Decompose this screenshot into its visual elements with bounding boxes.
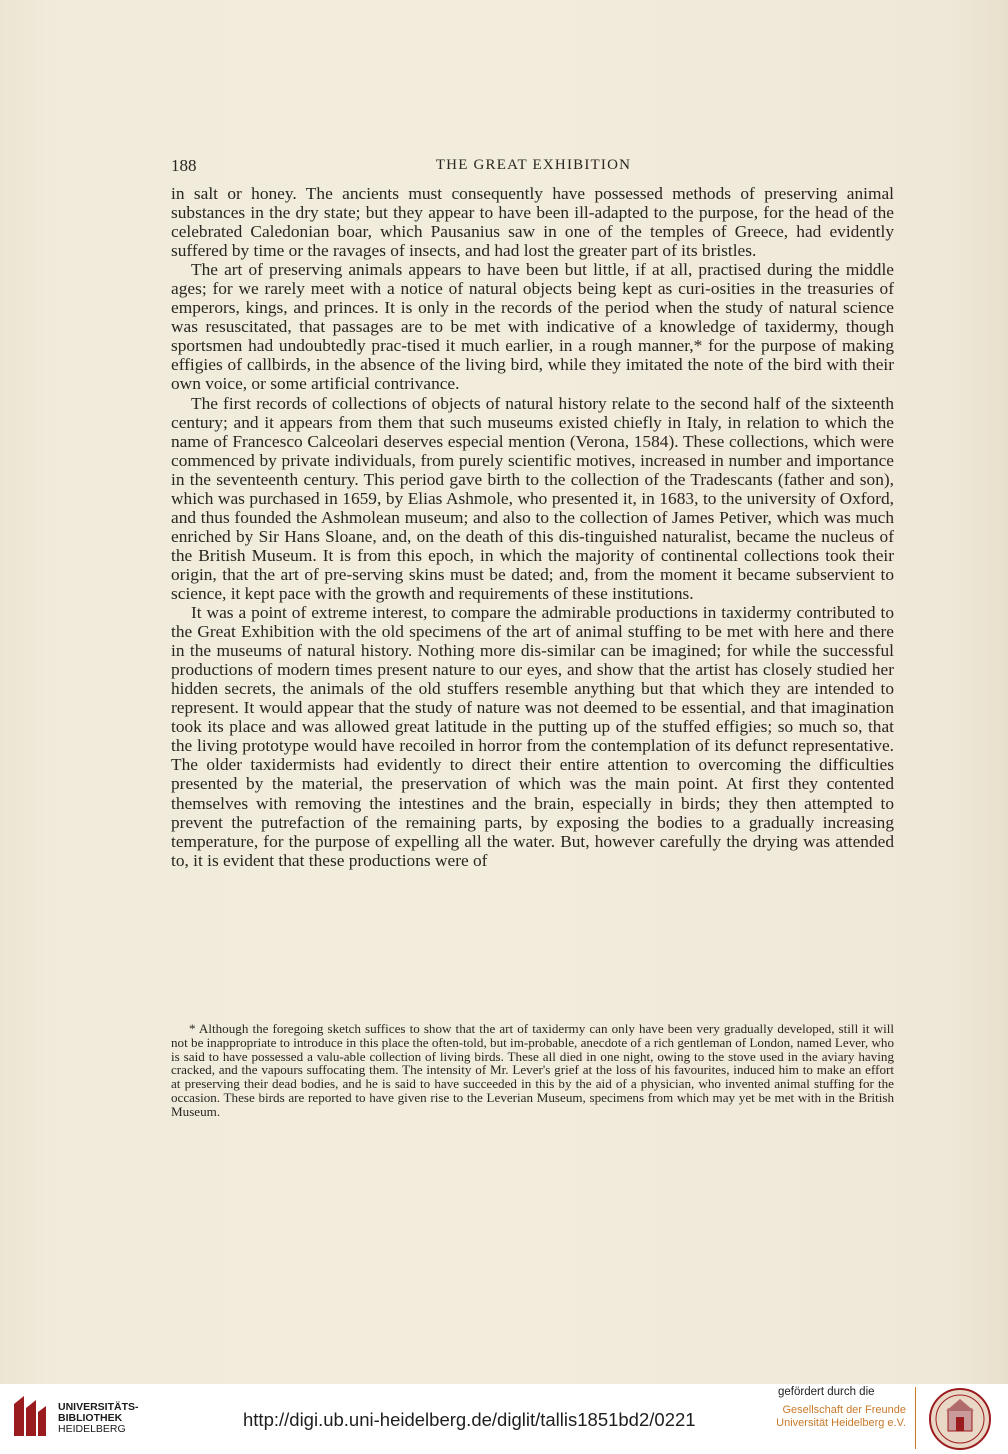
paragraph: It was a point of extreme interest, to compare the admirable productions in taxidermy contributed to the Great Exhibition with the old specimens of the art of animal stuffing to be met with here and there in the museums of natural history. Nothing more dis-similar can be imagined; for while the successful productions of modern times present nature to our eyes, and show that the artist has closely studied her hidden secrets, the animals of the old stuffers resemble anything but that which they are intended to represent. It would appear that the study of nature was not deemed to be essential, and that imagination took its place and was allowed great latitude in the putting up of the stuffed effigies; so much so, that the living prototype would have recoiled in horror from the contemplation of its defunct representative. The older taxidermists had evidently to direct their entire attention to overcoming the difficulties presented by the material, the preservation of which was the main point. At first they contented themselves with removing the intestines and the brain, especially in birds; they then attempted to prevent the putrefaction of the remaining parts, by exposing the bodies to a gradually increasing temperature, for the purpose of expelling all the water. But, however carefully the drying was attended to, it is evident that these productions were of: [171, 603, 894, 870]
body-text: [171, 184, 894, 870]
paragraph: in salt or honey. The ancients must consequently have possessed methods of preserving animal substances in the dry state; but they appear to have been ill-adapted to the purpose, for the head of the celebrated Caledonian boar, which Pausanius saw in one of the temples of Greece, had evidently suffered by time or the ravages of insects, and had lost the greater part of its bristles.: [171, 184, 894, 261]
paragraph: The first records of collections of objects of natural history relate to the second half of the sixteenth century; and it appears from them that such museums existed chiefly in Italy, in relation to which the name of Francesco Calceolari deserves especial mention (Verona, 1584). These collections, which were commenced by private individuals, from purely scientific motives, increased in number and importance in the seventeenth century. This period gave birth to the collection of the Tradescants (father and son), which was purchased in 1659, by Elias Ashmole, who presented it, in 1683, to the university of Oxford, and thus founded the Ashmolean museum; and also to the collection of James Petiver, which was much enriched by Sir Hans Sloane, and, on the death of this dis-tinguished naturalist, became the nucleus of the British Museum. It is from this epoch, in which the majority of continental collections took their origin, that the art of pre-serving skins must be dated; and, from the moment it became subservient to science, it kept pace with the growth and requirements of these institutions.: [171, 393, 894, 603]
library-name: UNIVERSITÄTS- BIBLIOTHEK HEIDELBERG: [58, 1401, 139, 1435]
page-number: 188: [171, 156, 197, 175]
digitization-footer: [0, 1384, 1008, 1454]
ub-heidelberg-logo-icon: [10, 1390, 50, 1442]
footnote-text: * Although the foregoing sketch suffices to show that the art of taxidermy can only have been very gradually developed, still it will not be inappropriate to introduce in this place the often-told, but im-probable, anecdote of a rich gentleman of London, named Lever, who is said to have possessed a valu-able collection of living birds. These all died in one night, owing to the stove used in the aviary having cracked, and the vapours suffocating them. The intensity of Mr. Lever's grief at the loss of his favourites, induced him to make an effort at preserving their dead bodies, and he is said to have succeeded in this by the aid of a physician, who invented animal stuffing for the occasion. These birds are reported to have given rise to the Leverian Museum, specimens from which may yet be met with in the British Museum.: [171, 1021, 894, 1119]
footer-divider: [915, 1387, 916, 1449]
sponsor-name: Gesellschaft der Freunde Universität Heidelberg e.V.: [776, 1404, 906, 1429]
sponsor-label: gefördert durch die: [778, 1386, 875, 1398]
footnote: [171, 1022, 894, 1118]
university-seal-icon: [926, 1387, 994, 1451]
permalink-url[interactable]: http://digi.ub.uni-heidelberg.de/diglit/tallis1851bd2/0221: [243, 1409, 696, 1430]
running-head: THE GREAT EXHIBITION: [435, 157, 632, 173]
page-header: [171, 156, 896, 178]
paragraph: The art of preserving animals appears to have been but little, if at all, practised during the middle ages; for we rarely meet with a notice of natural objects being kept as curi-osities in the treasuries of emperors, kings, and princes. It is only in the records of the period when the study of natural science was resuscitated, that passages are to be met with indicative of a knowledge of taxidermy, though sportsmen had undoubtedly prac-tised it much earlier, in a rough manner,* for the purpose of making effigies of callbirds, in the absence of the living bird, while they imitated the note of the bird with their own voice, or some artificial contrivance.: [171, 260, 894, 394]
